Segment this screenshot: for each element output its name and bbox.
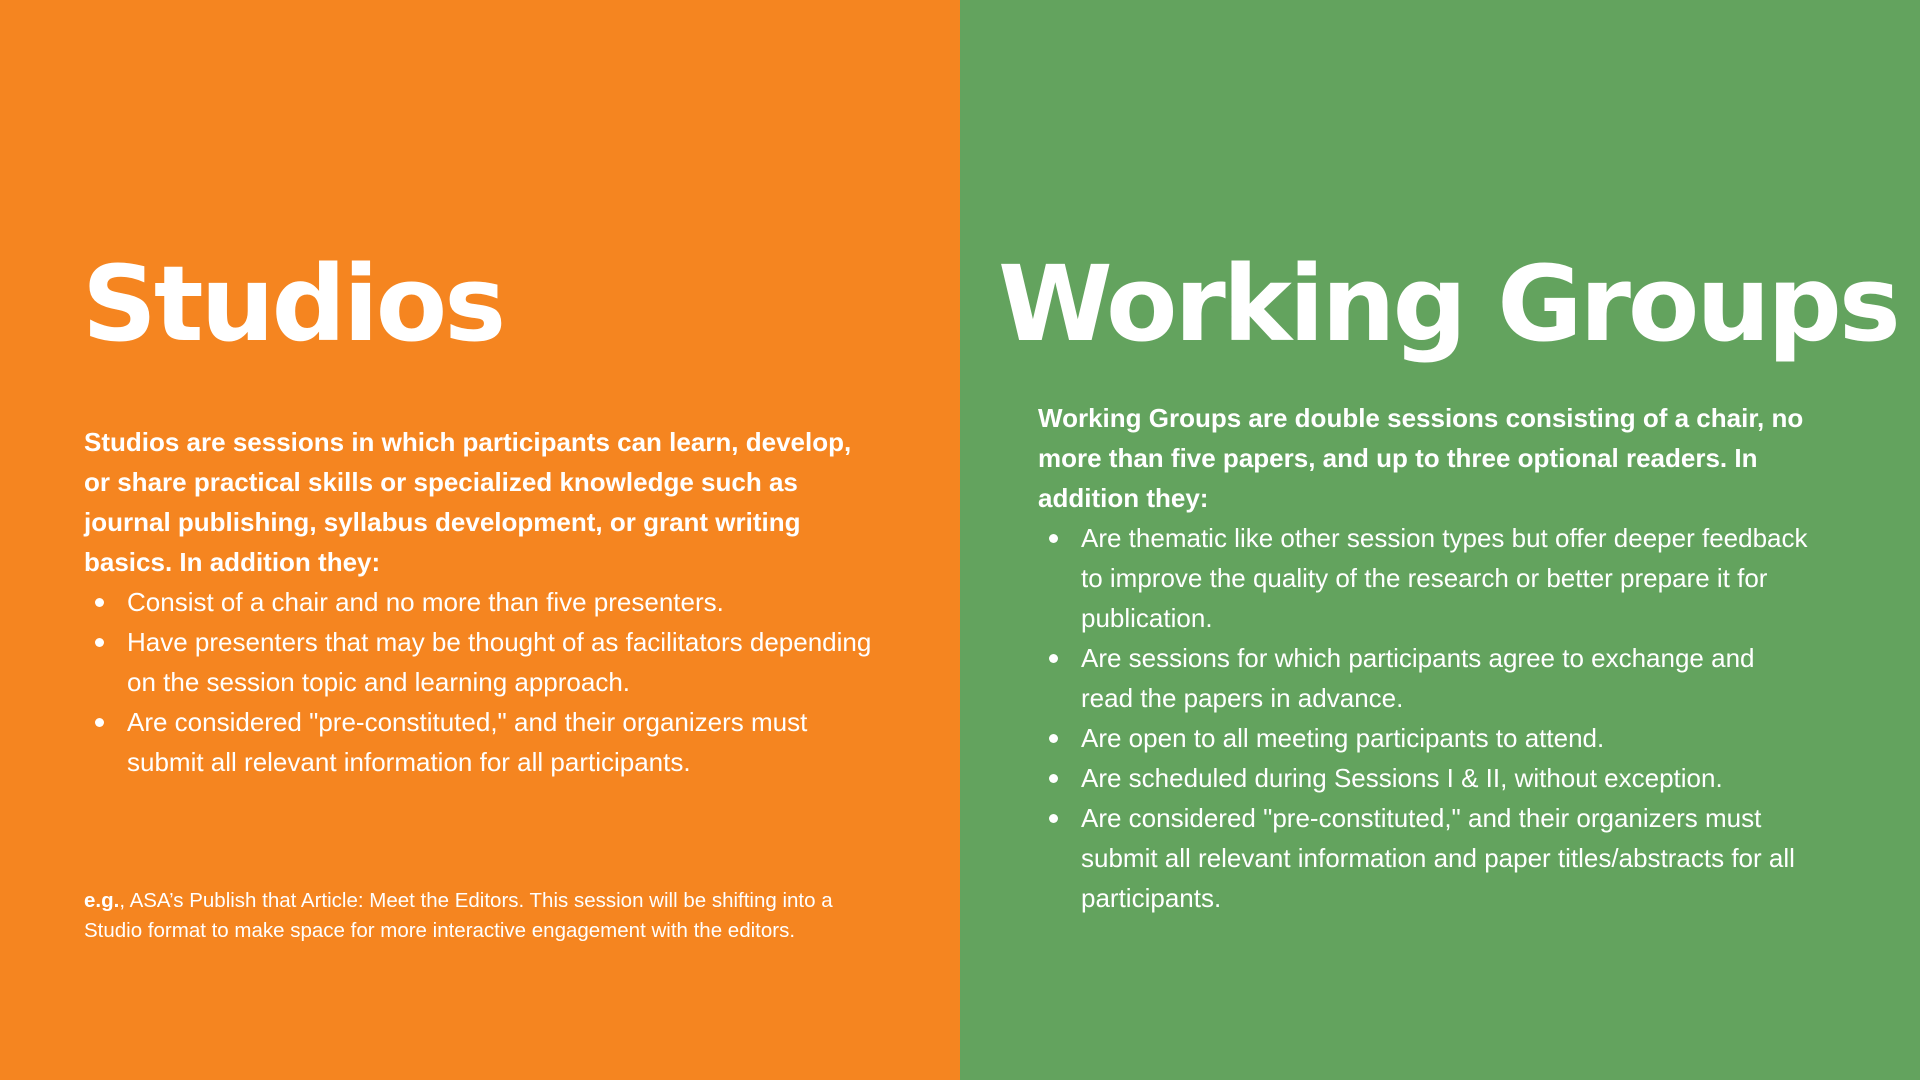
bullet-icon bbox=[1049, 814, 1058, 823]
studios-bullet-list bbox=[84, 582, 874, 782]
example-text: , ASA’s Publish that Article: Meet the Editors. This session will be shifting into a Studio format to make space for more interactive engagement with the editors. bbox=[84, 889, 833, 942]
list-item-text: Are considered "pre-constituted," and their organizers must submit all relevant information and paper titles/abstracts for all participants. bbox=[1081, 803, 1795, 913]
bullet-icon bbox=[95, 718, 104, 727]
studios-example-note bbox=[84, 886, 874, 945]
list-item-text: Are thematic like other session types but offer deeper feedback to improve the quality of the research or better prepare it for publication. bbox=[1081, 523, 1808, 633]
studios-description bbox=[84, 422, 874, 782]
working-groups-panel bbox=[960, 0, 1920, 1080]
bullet-icon bbox=[95, 598, 104, 607]
bullet-icon bbox=[95, 638, 104, 647]
working-groups-title: Working Groups bbox=[998, 243, 1898, 365]
working-groups-lead: Working Groups are double sessions consisting of a chair, no more than five papers, and up to three optional readers. In addition they: bbox=[1038, 403, 1804, 513]
list-item bbox=[1038, 518, 1808, 638]
list-item-text: Consist of a chair and no more than five presenters. bbox=[127, 587, 724, 617]
bullet-icon bbox=[1049, 534, 1058, 543]
list-item-text: Are considered "pre-constituted," and their organizers must submit all relevant information for all participants. bbox=[127, 707, 808, 777]
studios-lead: Studios are sessions in which participants can learn, develop, or share practical skills or specialized knowledge such as journal publishing, syllabus development, or grant writing basics. In addition they: bbox=[84, 427, 852, 577]
list-item bbox=[1038, 718, 1808, 758]
list-item bbox=[1038, 798, 1808, 918]
list-item-text: Are scheduled during Sessions I & II, without exception. bbox=[1081, 763, 1723, 793]
studios-title: Studios bbox=[82, 243, 504, 365]
bullet-icon bbox=[1049, 654, 1058, 663]
bullet-icon bbox=[1049, 734, 1058, 743]
example-label: e.g. bbox=[84, 889, 120, 912]
list-item bbox=[84, 582, 874, 622]
list-item-text: Have presenters that may be thought of as facilitators depending on the session topic and learning approach. bbox=[127, 627, 872, 697]
working-groups-description bbox=[1038, 398, 1808, 918]
working-groups-bullet-list bbox=[1038, 518, 1808, 918]
list-item bbox=[84, 622, 874, 702]
list-item bbox=[1038, 638, 1808, 718]
list-item bbox=[84, 702, 874, 782]
list-item bbox=[1038, 758, 1808, 798]
bullet-icon bbox=[1049, 774, 1058, 783]
list-item-text: Are open to all meeting participants to attend. bbox=[1081, 723, 1605, 753]
list-item-text: Are sessions for which participants agree to exchange and read the papers in advance. bbox=[1081, 643, 1755, 713]
